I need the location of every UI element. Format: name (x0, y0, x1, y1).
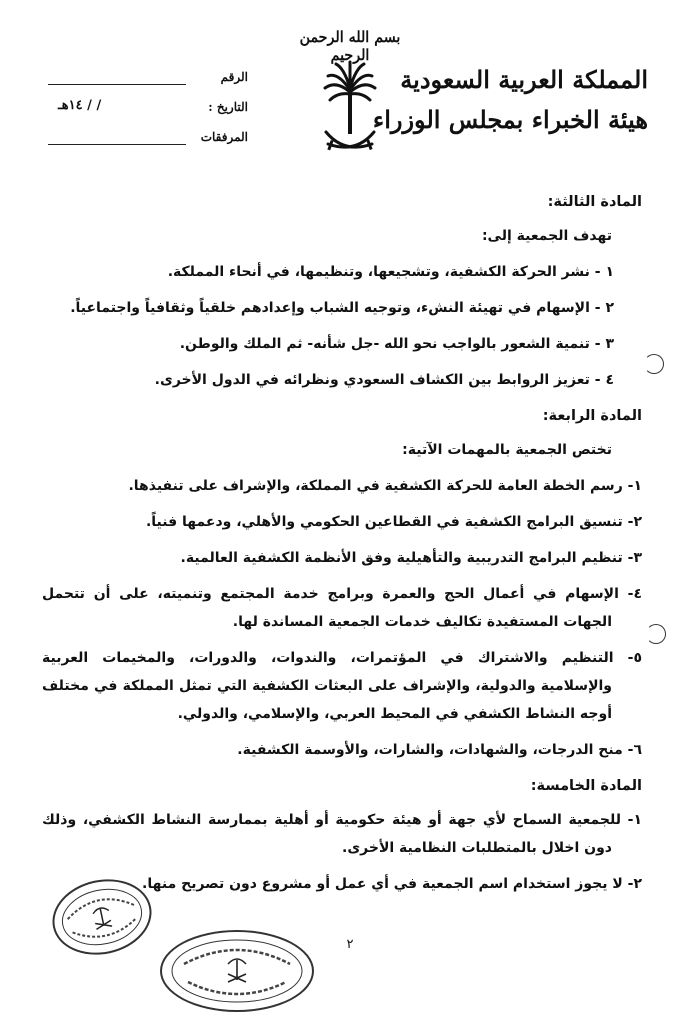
basmala: بسم الله الرحمن الرحيم (299, 28, 401, 64)
binder-hole-icon (644, 354, 664, 374)
binder-hole-icon (646, 624, 666, 644)
reference-line (48, 84, 186, 85)
article4-item: ٤- الإسهام في أعمال الحج والعمرة وبرامج خدمة المجتمع وتنميته، على أن تتحمل الجهات المستفيدة تكاليف خدمات الجمعية المساندة لها. (42, 586, 642, 630)
page-number: ٢ (346, 937, 354, 952)
organization-header (372, 60, 648, 140)
seal-graphic (162, 932, 312, 1010)
article3-item: ٤ - تعزيز الروابط بين الكشاف السعودي ونظرائه في الدول الأخرى. (154, 372, 614, 388)
article4-intro: تختص الجمعية بالمهمات الآتية: (402, 442, 612, 458)
reference-fields (48, 66, 248, 156)
article4-title: المادة الرابعة: (542, 408, 642, 424)
article3-item: ٢ - الإسهام في تهيئة النشء، وتوجيه الشباب وإعدادهم خلقياً وثقافياً واجتماعياً. (70, 300, 614, 316)
article3-item: ٣ - تنمية الشعور بالواجب نحو الله -جل شأنه- ثم الملك والوطن. (179, 336, 614, 352)
saudi-emblem-icon (322, 58, 378, 162)
article4-item: ٦- منح الدرجات، والشهادات، والشارات، والأوسمة الكشفية. (237, 742, 642, 758)
reference-label: الرقم (220, 70, 248, 84)
date-label: التاريخ : (208, 100, 248, 114)
attachments-line (48, 144, 186, 145)
article5-title: المادة الخامسة: (530, 778, 642, 794)
article4-item: ٢- تنسيق البرامج الكشفية في القطاعين الحكومي والأهلي، ودعمها فنياً. (145, 514, 642, 530)
article4-item: ٣- تنظيم البرامج التدريبية والتأهيلية وفق الأنظمة الكشفية العالمية. (180, 550, 642, 566)
article3-intro: تهدف الجمعية إلى: (481, 228, 612, 244)
article5-item: ١- للجمعية السماح لأي جهة أو هيئة حكومية أو أهلية بممارسة النشاط الكشفي، وذلك دون اخلال بالمتطلبات النظامية الأخرى. (42, 812, 642, 856)
attachments-label: المرفقات (200, 130, 248, 144)
document-body (42, 186, 642, 906)
authority-name: هيئة الخبراء بمجلس الوزراء (372, 105, 648, 134)
article4-item: ١- رسم الخطة العامة للحركة الكشفية في المملكة، والإشراف على تنفيذها. (128, 478, 642, 494)
reference-number-row (48, 66, 248, 96)
country-name: المملكة العربية السعودية (400, 65, 648, 94)
date-value: / / ١٤هـ (58, 98, 102, 113)
article5-item: ٢- لا يجوز استخدام اسم الجمعية في أي عمل أو مشروع دون تصريح منها. (142, 876, 642, 892)
date-row (48, 96, 248, 126)
attachments-row (48, 126, 248, 156)
article3-title: المادة الثالثة: (547, 194, 642, 210)
article4-item: ٥- التنظيم والاشتراك في المؤتمرات، والندوات، والدورات، والمخيمات العربية والإسلامية والدولية، والإشراف على البعثات الكشفية التي تمثل المملكة في مختلف أوجه النشاط الكشفي في المحيط العربي، والإسلامي، والدولي. (42, 650, 642, 722)
article3-item: ١ - نشر الحركة الكشفية، وتشجيعها، وتنظيمها، في أنحاء المملكة. (167, 264, 614, 280)
